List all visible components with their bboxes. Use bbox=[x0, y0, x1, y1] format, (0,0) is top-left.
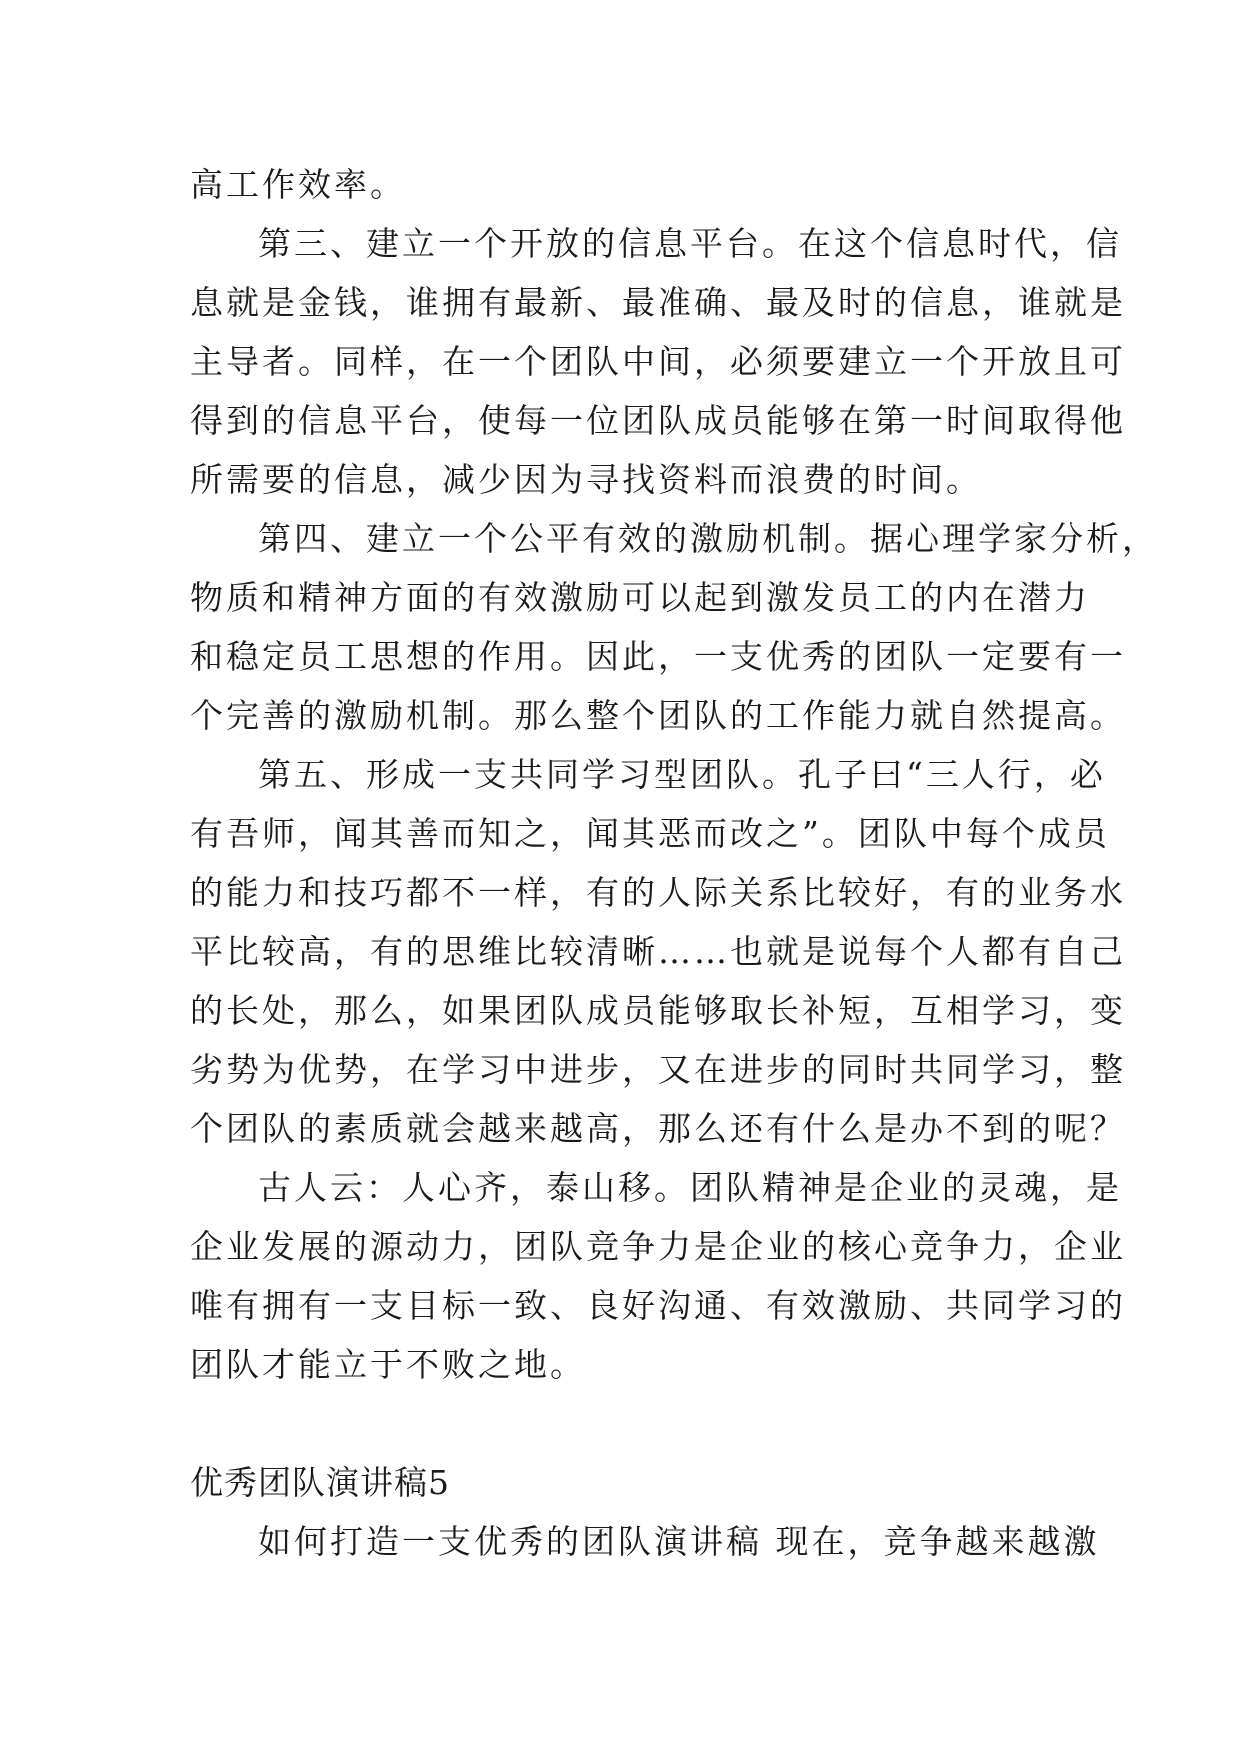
section-title: 优秀团队演讲稿5 bbox=[190, 1463, 450, 1502]
paragraph-start-line: 第四、建立一个公平有效的激励机制。据心理学家分析， bbox=[258, 519, 1158, 558]
body-line: 个完善的激励机制。那么整个团队的工作能力就自然提高。 bbox=[190, 696, 1126, 735]
body-line: 劣势为优势，在学习中进步，又在进步的同时共同学习，整 bbox=[190, 1050, 1126, 1089]
body-line: 的长处，那么，如果团队成员能够取长补短，互相学习，变 bbox=[190, 991, 1126, 1030]
body-line: 得到的信息平台，使每一位团队成员能够在第一时间取得他 bbox=[190, 401, 1126, 440]
body-line: 企业发展的源动力，团队竞争力是企业的核心竞争力，企业 bbox=[190, 1227, 1126, 1266]
body-line: 主导者。同样，在一个团队中间，必须要建立一个开放且可 bbox=[190, 342, 1126, 381]
body-line: 息就是金钱，谁拥有最新、最准确、最及时的信息，谁就是 bbox=[190, 283, 1126, 322]
document-body bbox=[190, 155, 1158, 1571]
body-line: 和稳定员工思想的作用。因此，一支优秀的团队一定要有一 bbox=[190, 637, 1126, 676]
body-line: 唯有拥有一支目标一致、良好沟通、有效激励、共同学习的 bbox=[190, 1286, 1126, 1325]
paragraph-start-line: 古人云：人心齐，泰山移。团队精神是企业的灵魂，是 bbox=[258, 1168, 1122, 1207]
section-first-line: 如何打造一支优秀的团队演讲稿 现在，竞争越来越激 bbox=[258, 1522, 1100, 1561]
section-spacer bbox=[190, 1394, 1070, 1453]
body-line: 平比较高，有的思维比较清晰……也就是说每个人都有自己 bbox=[190, 932, 1126, 971]
paragraph-start-line: 第五、形成一支共同学习型团队。孔子曰“三人行，必 bbox=[258, 755, 1106, 794]
body-line: 团队才能立于不败之地。 bbox=[190, 1345, 586, 1384]
body-line: 个团队的素质就会越来越高，那么还有什么是办不到的呢？ bbox=[190, 1109, 1126, 1148]
body-line: 所需要的信息，减少因为寻找资料而浪费的时间。 bbox=[190, 460, 982, 499]
paragraph-start-line: 第三、建立一个开放的信息平台。在这个信息时代，信 bbox=[258, 224, 1122, 263]
body-line: 有吾师，闻其善而知之，闻其恶而改之”。团队中每个成员 bbox=[190, 814, 1110, 853]
body-line: 高工作效率。 bbox=[190, 165, 406, 204]
body-line: 物质和精神方面的有效激励可以起到激发员工的内在潜力 bbox=[190, 578, 1090, 617]
body-line: 的能力和技巧都不一样，有的人际关系比较好，有的业务水 bbox=[190, 873, 1126, 912]
